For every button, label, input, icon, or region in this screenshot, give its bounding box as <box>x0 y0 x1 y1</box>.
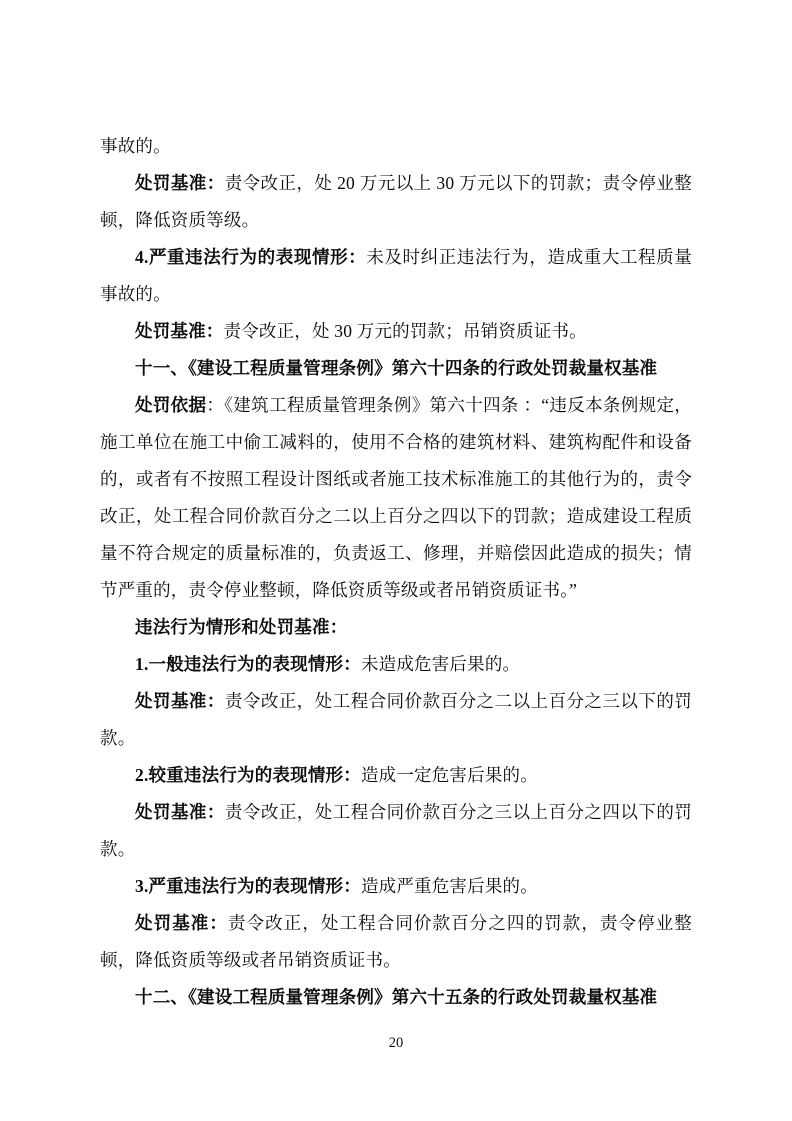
penalty-basis-paragraph <box>100 387 692 609</box>
section-heading-eleven <box>100 350 692 387</box>
penalty-standard-text: 责令改正，处 20 万元以上 30 万元以下的罚款；责令停业整顿，降低资质等级。 <box>100 173 693 230</box>
section-heading-text: 十一、《建设工程质量管理条例》第六十四条的行政处罚裁量权基准 <box>135 358 658 378</box>
violation-case-text: 造成严重危害后果的。 <box>360 876 538 896</box>
penalty-standard-label: 处罚基准： <box>135 321 224 341</box>
penalty-standard-label: 处罚基准： <box>135 802 225 822</box>
violation-case-label: 2.较重违法行为的表现情形： <box>135 765 361 785</box>
violation-case-paragraph <box>100 646 692 683</box>
penalty-standard-paragraph <box>100 165 692 239</box>
penalty-basis-label: 处罚依据 <box>135 395 207 415</box>
penalty-standard-paragraph <box>100 683 692 757</box>
paragraph-text: 事故的。 <box>100 136 171 156</box>
violation-case-text: 未造成危害后果的。 <box>360 654 521 674</box>
violation-and-standard-subheading <box>100 609 692 646</box>
violation-case-paragraph <box>100 239 692 313</box>
violation-case-text: 未及时纠正违法行为，造成重大工程质量事故的。 <box>100 247 692 304</box>
violation-and-standard-subheading-text: 违法行为情形和处罚基准： <box>135 617 348 637</box>
penalty-standard-text: 责令改正，处 30 万元的罚款；吊销资质证书。 <box>223 321 587 341</box>
section-heading-twelve <box>100 979 692 1016</box>
penalty-standard-text: 责令改正，处工程合同价款百分之二以上百分之三以下的罚款。 <box>100 691 693 748</box>
violation-case-label: 1.一般违法行为的表现情形： <box>135 654 361 674</box>
penalty-basis-text: ：《建筑工程质量管理条例》第六十四条 ：“违反本条例规定，施工单位在施工中偷工减料的，使用不合格的建筑材料、建筑构配件和设备的，或者有不按照工程设计图纸或者施工技术标准施工的其他行为的，责令改正，处工程合同价款百分之二以上百分之四以下的罚款；造成建设工程质量不符合规定的质量标准的，负责返工、修理，并赔偿因此造成的损失；情节严重的，责令停业整顿，降低资质等级或者吊销资质证书。” <box>100 395 692 600</box>
penalty-standard-paragraph <box>100 313 692 350</box>
page-number: 20 <box>388 1035 404 1051</box>
violation-case-label: 4.严重违法行为的表现情形： <box>135 247 367 267</box>
penalty-standard-label: 处罚基准： <box>135 173 225 193</box>
section-heading-text: 十二、《建设工程质量管理条例》第六十五条的行政处罚裁量权基准 <box>135 987 658 1007</box>
document-body <box>100 128 692 1016</box>
violation-case-label: 3.严重违法行为的表现情形： <box>135 876 361 896</box>
violation-case-paragraph <box>100 868 692 905</box>
penalty-standard-paragraph <box>100 794 692 868</box>
penalty-standard-text: 责令改正，处工程合同价款百分之四的罚款，责令停业整顿，降低资质等级或者吊销资质证书。 <box>100 913 692 970</box>
violation-case-paragraph <box>100 757 692 794</box>
paragraph-continuation <box>100 128 692 165</box>
penalty-standard-label: 处罚基准： <box>135 691 225 711</box>
penalty-standard-label: 处罚基准： <box>135 913 228 933</box>
violation-case-text: 造成一定危害后果的。 <box>360 765 538 785</box>
penalty-standard-text: 责令改正，处工程合同价款百分之三以上百分之四以下的罚款。 <box>100 802 693 859</box>
penalty-standard-paragraph <box>100 905 692 979</box>
